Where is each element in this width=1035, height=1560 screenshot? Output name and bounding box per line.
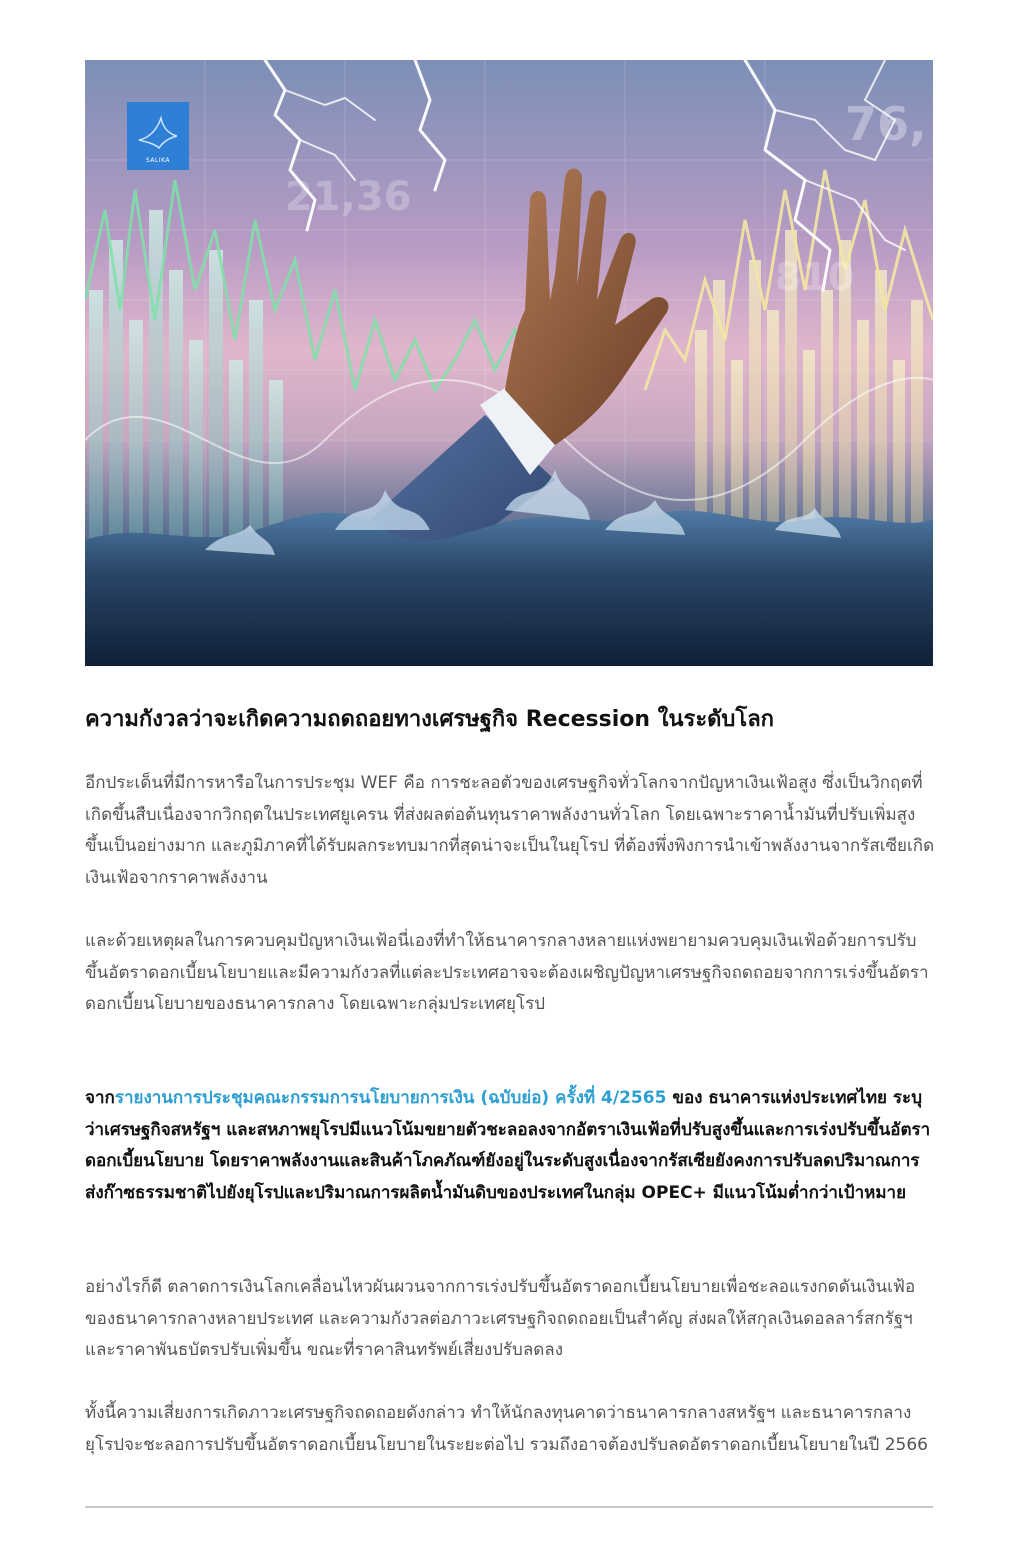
hero-image [85, 60, 933, 666]
paragraph-central-banks: และด้วยเหตุผลในการควบคุมปัญหาเงินเฟ้อนี่เองที่ทำให้ธนาคารกลางหลายแห่งพยายามควบคุมเงินเฟ้อด้วยการปรับขึ้นอัตราดอกเบี้ยนโยบายและมีความกังวลที่แต่ละประเทศอาจจะต้องเผชิญปัญหาเศรษฐกิจถดถอยจากการเร่งขึ้นอัตราดอกเบี้ยนโยบายของธนาคารกลาง โดยเฉพาะกลุ่มประเทศยุโรป [85, 931, 929, 1014]
report-summary: ของ ธนาคารแห่งประเทศไทย ระบุว่าเศรษฐกิจสหรัฐฯ และสหภาพยุโรปมีแนวโน้มขยายตัวชะลอลงจากอัตราเงินเฟ้อที่ปรับสูงขึ้นและการเร่งปรับขึ้นอัตราดอกเบี้ยนโยบาย โดยราคาพลังงานและสินค้าโภคภัณฑ์ยังอยู่ในระดับสูงเนื่องจากรัสเซียยังคงการปรับลดปริมาณการส่งก๊าซธรรมชาติไปยังยุโรปและปริมาณการผลิตน้ำมันดิบของประเทศในกลุ่ม OPEC+ มีแนวโน้มต่ำกว่าเป้าหมาย [85, 1088, 931, 1203]
monetary-policy-report-link[interactable]: รายงานการประชุมคณะกรรมการนโยบายการเงิน (ฉบับย่อ) ครั้งที่ 4/2565 [114, 1088, 667, 1108]
drowning-hand [505, 168, 668, 445]
chart-number-top-right: 76, [845, 97, 927, 151]
salika-logo [127, 102, 189, 170]
section-divider [85, 1506, 933, 1508]
article-heading: ความกังวลว่าจะเกิดความถดถอยทางเศรษฐกิจ Recession ในระดับโลก [85, 707, 775, 732]
chart-number-right: 810 [775, 255, 855, 299]
recession-illustration [85, 60, 933, 666]
paragraph-recession-risk: ทั้งนี้ความเสี่ยงการเกิดภาวะเศรษฐกิจถดถอยดังกล่าว ทำให้นักลงทุนคาดว่าธนาคารกลางสหรัฐฯ และธนาคารกลางยุโรปจะชะลอการปรับขึ้นอัตราดอกเบี้ยนโยบายในระยะต่อไป รวมถึงอาจต้องปรับลดอัตราดอกเบี้ยนโยบายในปี 2566 [85, 1403, 928, 1455]
bar-chart-left [89, 210, 283, 560]
report-prefix: จาก [85, 1088, 115, 1108]
bird-icon [135, 110, 181, 150]
chart-number-left: 21,36 [285, 174, 412, 220]
paragraph-bot-report [85, 1083, 935, 1209]
logo-text: SALIKA [145, 157, 171, 164]
paragraph-financial-markets: อย่างไรก็ดี ตลาดการเงินโลกเคลื่อนไหวผันผวนจากการเร่งปรับขึ้นอัตราดอกเบี้ยนโยบายเพื่อชะลอแรงกดดันเงินเฟ้อของธนาคารกลางหลายประเทศ และความกังวลต่อภาวะเศรษฐกิจถดถอยเป็นสำคัญ ส่งผลให้สกุลเงินดอลลาร์สกรัฐฯ และราคาพันธบัตรปรับเพิ่มขึ้น ขณะที่ราคาสินทรัพย์เสี่ยงปรับลดลง [85, 1277, 916, 1360]
paragraph-wef-slowdown: อีกประเด็นที่มีการหารือในการประชุม WEF คือ การชะลอตัวของเศรษฐกิจทั่วโลกจากปัญหาเงินเฟ้อสูง ซึ่งเป็นวิกฤตที่เกิดขึ้นสืบเนื่องจากวิกฤตในประเทศยูเครน ที่ส่งผลต่อต้นทุนราคาพลังงานทั่วโลก โดยเฉพาะราคาน้ำมันที่ปรับเพิ่มสูงขึ้นเป็นอย่างมาก และภูมิภาคที่ได้รับผลกระทบมากที่สุดน่าจะเป็นในยุโรป ที่ต้องพึ่งพิงการนำเข้าพลังงานจากรัสเซียเกิดเงินเฟ้อจากราคาพลังงาน [85, 773, 935, 888]
